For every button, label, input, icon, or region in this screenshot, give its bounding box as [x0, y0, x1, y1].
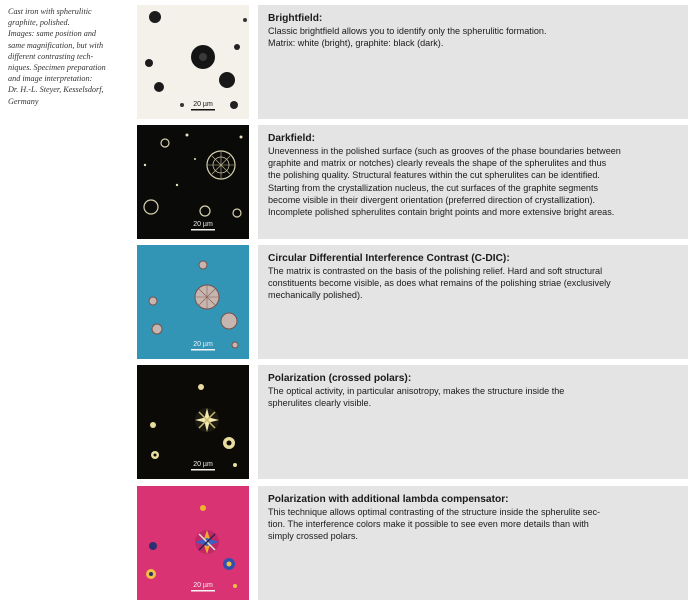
- scale-bar-label: 20 µm: [193, 461, 213, 468]
- section-text-line: Incomplete polished spherulites contain bright points and more extensive bright areas.: [268, 207, 615, 218]
- scale-bar-label: 20 µm: [193, 582, 213, 589]
- section-title: Circular Differential Interference Contrast (C-DIC):: [268, 253, 510, 264]
- section-brightfield: [137, 5, 688, 119]
- scale-bar-label: 20 µm: [193, 221, 213, 228]
- caption-line: different contrasting tech-: [8, 51, 94, 61]
- caption-line: Dr. H.-L. Steyer, Kesselsdorf,: [8, 85, 104, 95]
- polarization-micrograph: [137, 365, 249, 479]
- section-title: Polarization with additional lambda compensator:: [268, 494, 509, 505]
- section-text-line: Unevenness in the polished surface (such as grooves of the phase boundaries between: [268, 146, 621, 156]
- section-text-line: the polishing quality. Structural features within the cut spherulites can be identified.: [268, 170, 600, 181]
- brightfield-description: [258, 5, 688, 119]
- caption-line: Germany: [8, 96, 39, 106]
- caption-line: Images: same position and: [8, 29, 97, 39]
- scale-bar-label: 20 µm: [193, 101, 213, 108]
- lambda-micrograph: [137, 486, 249, 600]
- section-text-line: Classic brightfield allows you to identify only the spherulitic formation.: [268, 26, 547, 36]
- section-text-line: tion. The interference colors make it possible to see even more details than with: [268, 519, 589, 530]
- section-text-line: become visible in their divergent orientation (preferred direction of crystallization).: [268, 194, 596, 205]
- section-title: Polarization (crossed polars):: [268, 373, 412, 384]
- section-lambda: [137, 486, 688, 600]
- section-text-line: spherulites clearly visible.: [268, 398, 372, 409]
- section-text-line: Matrix: white (bright), graphite: black (dark).: [268, 38, 444, 49]
- section-text-line: constituents become visible, as does what remains of the polishing striae (exclusively: [268, 278, 611, 289]
- brightfield-micrograph: [137, 5, 249, 119]
- section-title: Darkfield:: [268, 133, 315, 144]
- section-text-line: This technique allows optimal contrasting of the structure inside the spherulite sec-: [268, 507, 601, 517]
- caption-line: niques. Specimen preparation: [8, 63, 106, 73]
- section-polarization: [137, 365, 688, 479]
- darkfield-micrograph: [137, 125, 249, 239]
- caption-line: graphite, polished.: [8, 18, 70, 28]
- section-text-line: The matrix is contrasted on the basis of the polishing relief. Hard and soft structural: [268, 266, 603, 276]
- section-text-line: simply crossed polars.: [268, 531, 358, 542]
- lambda-description: [258, 486, 688, 600]
- section-text-line: Starting from the crystallization nucleus, the cut surfaces of the graphite segments: [268, 182, 599, 193]
- caption-line: same magnification, but with: [8, 40, 104, 50]
- polarization-description: [258, 365, 688, 479]
- section-darkfield: [137, 125, 688, 239]
- section-title: Brightfield:: [268, 13, 323, 24]
- caption-line: Cast iron with spherulitic: [8, 7, 92, 16]
- figure-caption: [8, 6, 128, 107]
- section-text-line: graphite and matrix or notches) clearly reveals the shape of the spherulites and thus: [268, 158, 607, 169]
- scale-bar-label: 20 µm: [193, 341, 213, 348]
- cdic-description: [258, 245, 688, 359]
- section-text-line: mechanically polished).: [268, 290, 363, 301]
- section-text-line: The optical activity, in particular anisotropy, makes the structure inside the: [268, 386, 565, 396]
- darkfield-description: [258, 125, 688, 239]
- section-cdic: [137, 245, 688, 359]
- caption-line: and image interpretation:: [8, 74, 93, 84]
- cdic-micrograph: [137, 245, 249, 359]
